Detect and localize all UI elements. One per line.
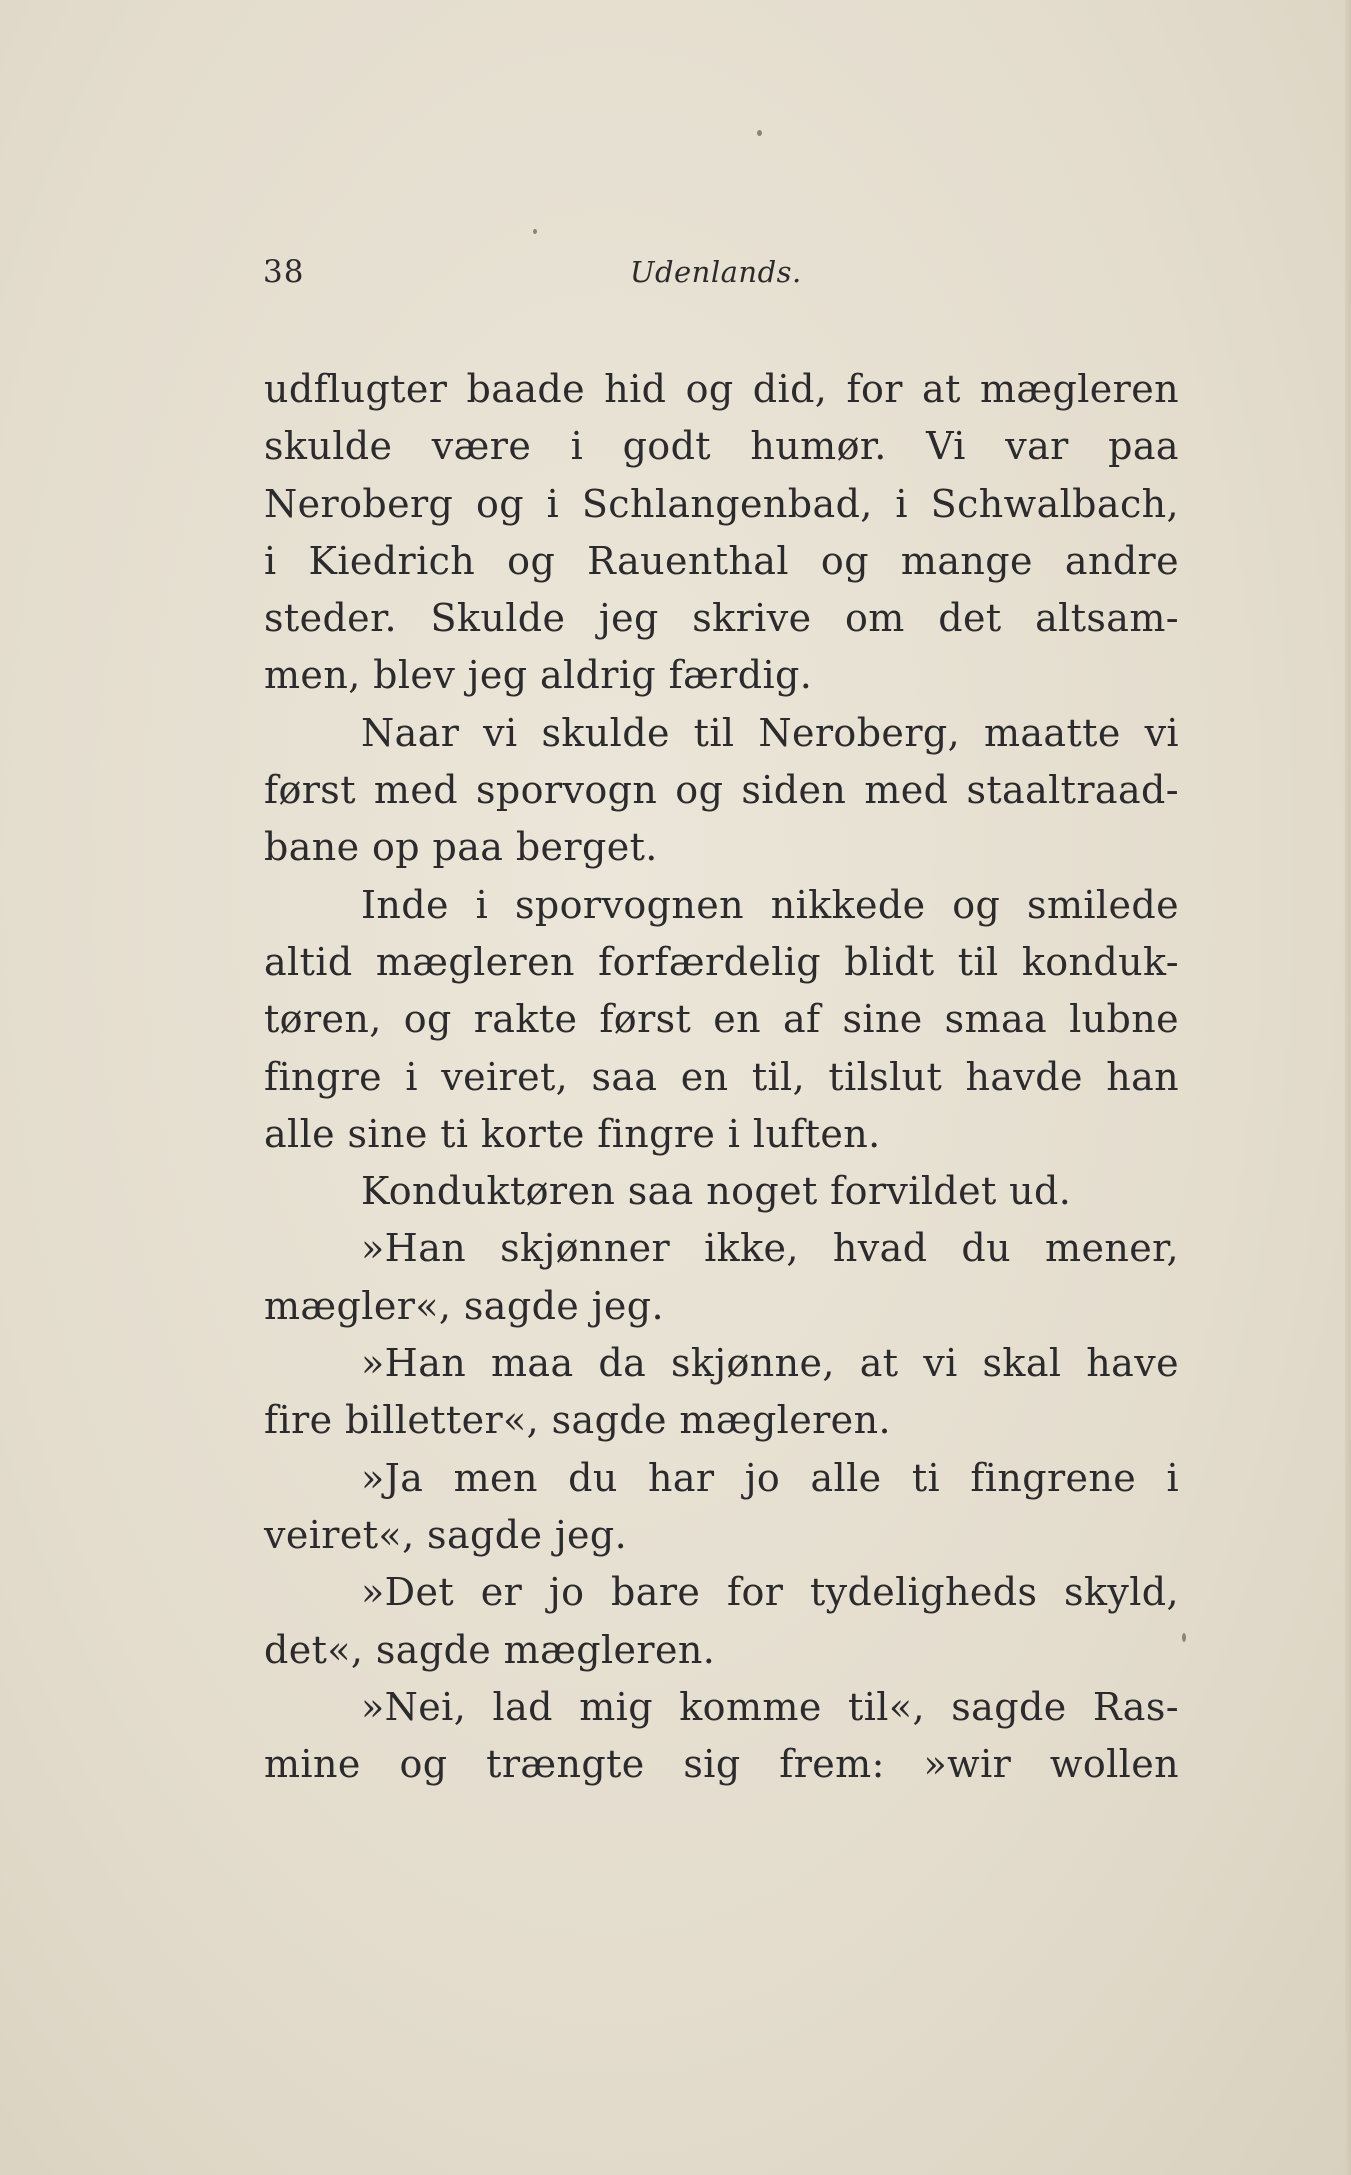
text-line: udflugter baade hid og did, for at mægleren	[264, 367, 1179, 411]
page-edge	[1345, 0, 1351, 2175]
text-line: altid mægleren forfærdelig blidt til konduk-	[264, 939, 1179, 984]
text-line: Neroberg og i Schlangenbad, i Schwalbach,	[264, 481, 1179, 526]
page-number: 38	[263, 254, 305, 290]
text-line: tøren, og rakte først en af sine smaa lubne	[264, 997, 1179, 1042]
running-title: Udenlands.	[630, 255, 802, 289]
paper-speck	[1182, 1633, 1186, 1642]
text-line: mine og trængte sig frem: »wir wollen	[264, 1742, 1179, 1787]
text-line: først med sporvogn og siden med staaltraad-	[264, 768, 1179, 813]
text-line: »Det er jo bare for tydeligheds skyld,	[361, 1570, 1179, 1615]
text-line: Naar vi skulde til Neroberg, maatte vi	[361, 710, 1179, 755]
text-line: »Han maa da skjønne, at vi skal have	[361, 1341, 1179, 1386]
text-line: veiret«, sagde jeg.	[264, 1512, 628, 1557]
text-line: mægler«, sagde jeg.	[264, 1283, 664, 1328]
text-line: bane op paa berget.	[264, 825, 658, 870]
text-line: »Han skjønner ikke, hvad du mener,	[361, 1226, 1179, 1271]
text-line: alle sine ti korte fingre i luften.	[264, 1111, 881, 1156]
paper-speck	[757, 130, 762, 136]
page-header	[263, 252, 803, 292]
text-line: fingre i veiret, saa en til, tilslut havde han	[264, 1054, 1179, 1099]
body-text	[264, 361, 1179, 1793]
paper-speck	[533, 229, 537, 234]
text-line: i Kiedrich og Rauenthal og mange andre	[264, 538, 1179, 583]
text-line: fire billetter«, sagde mægleren.	[264, 1398, 891, 1443]
text-line: steder. Skulde jeg skrive om det altsam-	[264, 596, 1179, 641]
text-line: det«, sagde mægleren.	[264, 1627, 716, 1672]
text-line: Inde i sporvognen nikkede og smilede	[361, 882, 1179, 927]
text-line: »Ja men du har jo alle ti fingrene i	[361, 1455, 1179, 1500]
text-line: Konduktøren saa noget forvildet ud.	[361, 1169, 1072, 1214]
text-line: men, blev jeg aldrig færdig.	[264, 653, 813, 698]
text-line: skulde være i godt humør. Vi var paa	[264, 424, 1179, 469]
text-line: »Nei, lad mig komme til«, sagde Ras-	[361, 1684, 1179, 1729]
